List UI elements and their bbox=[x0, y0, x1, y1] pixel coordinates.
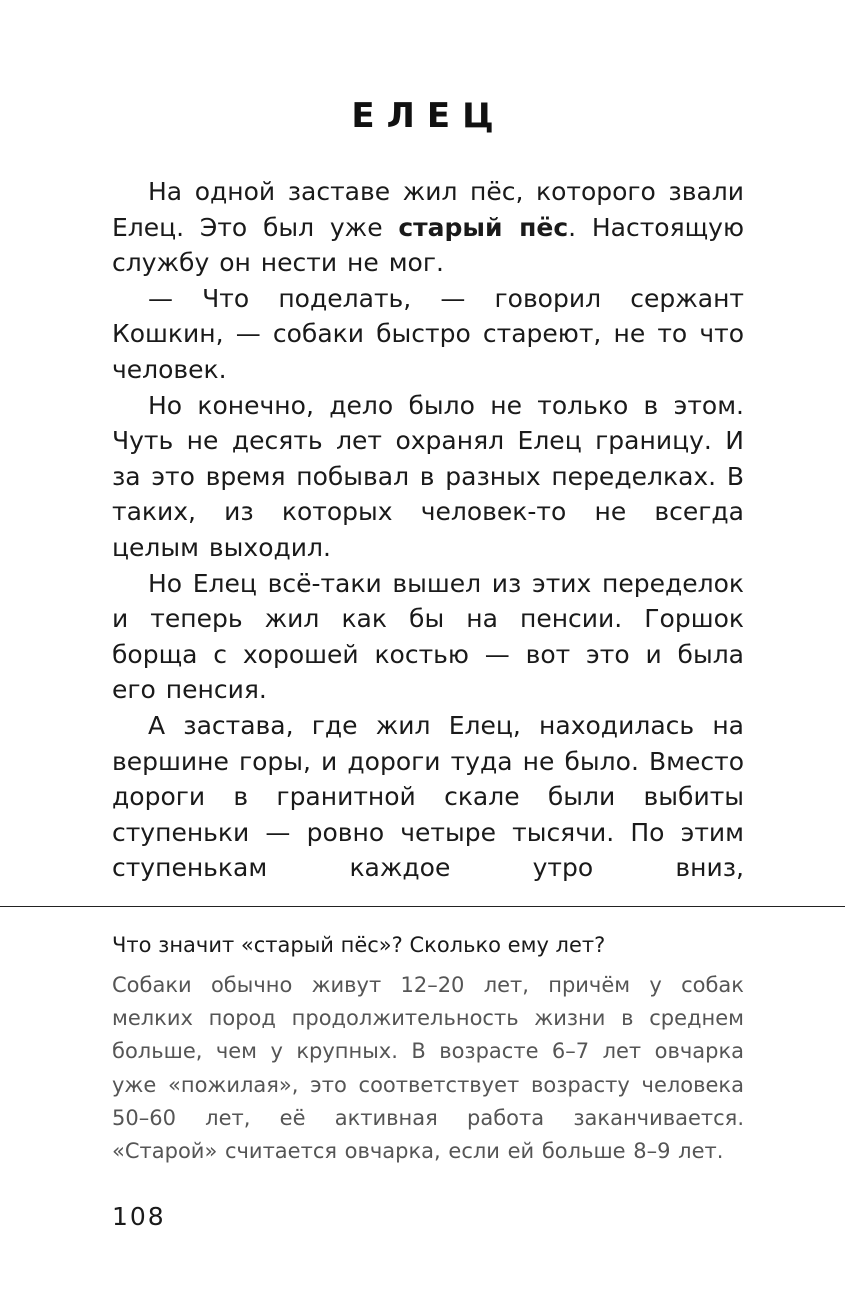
paragraph bbox=[112, 174, 744, 281]
divider bbox=[0, 906, 845, 907]
paragraph-text: На одной заставе жил пёс, которого звали Елец. Это был уже bbox=[112, 177, 744, 242]
page-number: 108 bbox=[112, 1202, 166, 1231]
paragraph: А застава, где жил Елец, находилась на вершине горы, и дороги туда не было. Вместо дороги в гранитной скале были выбиты ступеньки — ровно четыре тысячи. По этим ступенькам каждое утро вниз, bbox=[112, 710, 744, 883]
footnote-box bbox=[112, 930, 744, 1168]
footnote-answer: Собаки обычно живут 12–20 лет, причём у собак мелких пород продолжительность жизни в среднем больше, чем у крупных. В возрасте 6–7 лет овчарка уже «пожилая», это соответствует возрасту человека 50–60 лет, её активная работа заканчивается. «Старой» считается овчарка, если ей больше 8–9 лет. bbox=[112, 973, 744, 1164]
chapter-title: ЕЛЕЦ bbox=[351, 96, 506, 136]
paragraph-text: . Настоящую службу он нести не мог. bbox=[112, 212, 745, 278]
paragraph: — Что поделать, — говорил сержант Кошкин, — собаки быстро стареют, не то что человек. bbox=[112, 283, 744, 384]
paragraph: Но Елец всё-таки вышел из этих переделок и теперь жил как бы на пенсии. Горшок борща с хорошей костью — вот это и была его пенсия. bbox=[112, 568, 744, 705]
paragraph: Но конечно, дело было не только в этом. Чуть не десять лет охранял Елец границу. И за это время побывал в разных переделках. В таких, из которых человек-то не всегда целым выходил. bbox=[112, 390, 744, 562]
bold-phrase: старый пёс bbox=[398, 212, 569, 242]
footnote-question: Что значит «старый пёс»? Сколько ему лет? bbox=[112, 933, 606, 957]
main-text bbox=[112, 174, 744, 886]
